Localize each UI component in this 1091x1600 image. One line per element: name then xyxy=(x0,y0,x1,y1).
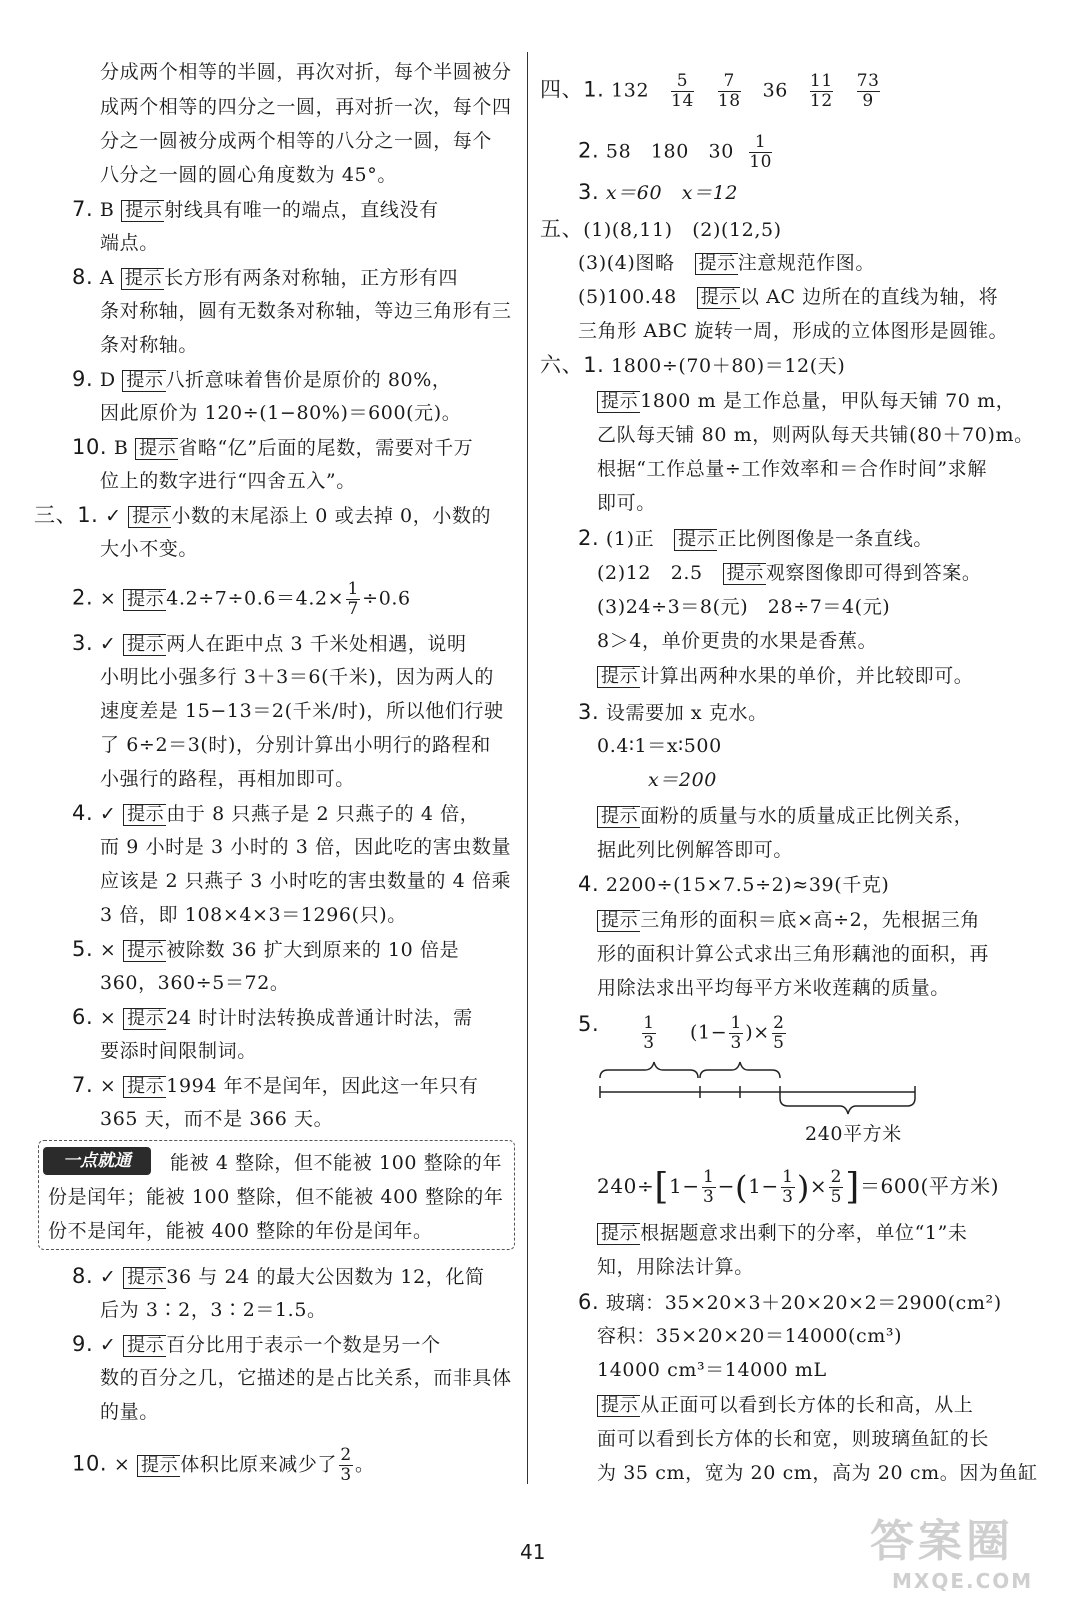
tip-text: 从正面可以看到长方体的长和高，从上 xyxy=(640,1394,974,1416)
text-line: 即可。 xyxy=(597,492,656,514)
fraction xyxy=(346,580,360,619)
section-3-answer-5 xyxy=(72,937,459,962)
numerator: 11 xyxy=(809,71,833,91)
question-number: 5. xyxy=(72,937,94,961)
tip-line xyxy=(597,389,1015,413)
tip-label: 提示 xyxy=(597,806,640,828)
label-text: )× xyxy=(745,1021,770,1044)
choice: D xyxy=(99,369,116,391)
page-number: 41 xyxy=(520,1540,546,1564)
fraction xyxy=(671,72,694,111)
fraction xyxy=(729,1014,743,1053)
fraction xyxy=(339,1446,353,1485)
tip-label: 提示 xyxy=(597,666,640,688)
tip-text: 观察图像即可得到答案。 xyxy=(765,562,982,584)
choice: B xyxy=(113,437,129,459)
text-line: 了 6÷2＝3(时)，分别计算出小明行的路程和 xyxy=(100,734,491,756)
section-3-answer-3 xyxy=(72,631,467,656)
denominator: 3 xyxy=(730,1033,742,1053)
text-line: 位上的数字进行“四舍五入”。 xyxy=(100,470,356,492)
text-line: 知，用除法计算。 xyxy=(597,1256,754,1278)
question-number: 3. xyxy=(72,631,94,655)
fraction xyxy=(642,1014,656,1053)
question-number: 2. xyxy=(72,585,94,610)
text-line: 成两个相等的四分之一圆，再对折一次，每个四 xyxy=(100,96,512,118)
text-line: 据此列比例解答即可。 xyxy=(597,839,794,861)
section-heading: 六、1. xyxy=(540,353,605,377)
text-line: 条对称轴。 xyxy=(100,334,199,356)
text-line: 分之一圆被分成两个相等的八分之一圆，每个 xyxy=(100,130,493,152)
tip-box-line: 份不是闰年，能被 400 整除的年份是闰年。 xyxy=(48,1220,433,1242)
line-segment-diagram xyxy=(590,1058,930,1118)
section-3-answer-7 xyxy=(72,1073,478,1098)
fraction xyxy=(772,1014,786,1053)
equation-text: − xyxy=(717,1174,736,1198)
tip-line xyxy=(597,1393,973,1417)
tip-text: 体积比原来减少了 xyxy=(180,1453,338,1476)
text-line: 360，360÷5＝72。 xyxy=(100,972,290,994)
section-5-line-2 xyxy=(578,251,875,275)
tip-text: 被除数 36 扩大到原来的 10 倍是 xyxy=(166,939,460,961)
section-3-answer-1 xyxy=(34,503,491,528)
check-mark: ✓ xyxy=(99,633,117,655)
answer-9 xyxy=(72,367,451,392)
section-3-answer-6 xyxy=(72,1005,473,1030)
column-divider xyxy=(527,52,528,1484)
text-line: 小强行的路程，再相加即可。 xyxy=(100,768,355,790)
tip-label: 提示 xyxy=(597,1395,640,1417)
text-line: 容积：35×20×20＝14000(cm³) xyxy=(597,1325,903,1347)
text-line: 用除法求出平均每平方米收莲藕的质量。 xyxy=(597,977,950,999)
answer-text: 设需要加 x 克水。 xyxy=(605,702,768,724)
answer-text: (2)12 2.5 xyxy=(597,562,703,584)
fraction xyxy=(781,1168,795,1207)
section-heading: 四、1. xyxy=(540,77,605,102)
watermark xyxy=(870,1505,1033,1593)
tip-label: 提示 xyxy=(137,1455,180,1477)
question-number: 7. xyxy=(72,197,94,221)
value: 36 xyxy=(762,79,788,102)
text-line: 端点。 xyxy=(100,232,159,254)
section-6-answer-4 xyxy=(578,872,889,897)
equation: 1800÷(70＋80)＝12(天) xyxy=(611,355,846,377)
text-line: 数的百分之几，它描述的是占比关系，而非具体 xyxy=(100,1367,512,1389)
question-number: 2. xyxy=(578,526,600,550)
section-3-answer-10 xyxy=(72,1446,375,1485)
text-line: 分成两个相等的半圆，再次对折，每个半圆被分 xyxy=(100,61,512,83)
tip-text: 小数的末尾添上 0 或去掉 0，小数的 xyxy=(171,505,492,527)
section-3-answer-9 xyxy=(72,1332,441,1357)
tip-label: 提示 xyxy=(121,268,164,290)
denominator: 3 xyxy=(702,1187,715,1207)
section-5-line-3 xyxy=(578,285,998,309)
answer-8 xyxy=(72,265,458,290)
fraction xyxy=(749,133,772,172)
tip-label: 提示 xyxy=(123,634,166,656)
tip-line xyxy=(597,664,973,688)
text-line: 三角形 ABC 旋转一周，形成的立体图形是圆锥。 xyxy=(578,320,1009,342)
section-6-answer-2 xyxy=(578,526,933,551)
denominator: 3 xyxy=(340,1465,352,1485)
section-heading: 五、 xyxy=(540,217,584,241)
numerator: 2 xyxy=(340,1445,352,1465)
tip-text: 计算出两种水果的单价，并比较即可。 xyxy=(640,665,974,687)
tip-label: 提示 xyxy=(123,1008,166,1030)
brace-remainder-part xyxy=(700,1062,780,1078)
diagram-label-2 xyxy=(690,1014,788,1053)
section-5-line-1 xyxy=(540,217,782,242)
section-3-answer-4 xyxy=(72,801,479,826)
tip-label: 提示 xyxy=(695,253,738,275)
tip-label: 提示 xyxy=(128,506,171,528)
answer-10 xyxy=(72,435,473,460)
tip-text: 。 xyxy=(355,1453,375,1476)
answer-text: 玻璃：35×20×3＋20×20×2＝2900(cm²) xyxy=(605,1292,1002,1314)
tip-label: 提示 xyxy=(123,1335,166,1357)
denominator: 12 xyxy=(809,91,833,111)
equation: x＝60 x＝12 xyxy=(605,182,739,204)
tip-text: 1800 m 是工作总量，甲队每天铺 70 m， xyxy=(640,390,1016,412)
answer-text: (5)100.48 xyxy=(578,286,677,308)
cross-mark: × xyxy=(99,1075,117,1097)
denominator: 9 xyxy=(862,91,874,111)
brace-one-third xyxy=(600,1062,698,1078)
denominator: 3 xyxy=(782,1187,794,1207)
equation-text: 1− xyxy=(669,1174,700,1198)
text-line: 条对称轴，圆有无数条对称轴，等边三角形有三 xyxy=(100,300,512,322)
text-line: 因此原价为 120÷(1−80%)＝600(元)。 xyxy=(100,402,462,424)
question-number: 3. xyxy=(578,180,600,204)
tip-text: 射线具有唯一的端点，直线没有 xyxy=(164,199,439,221)
text-line: 365 天，而不是 366 天。 xyxy=(100,1108,334,1130)
denominator: 5 xyxy=(773,1033,785,1053)
numerator: 7 xyxy=(723,71,735,91)
text-line: 14000 cm³＝14000 mL xyxy=(597,1359,827,1381)
tip-label: 提示 xyxy=(123,940,166,962)
tip-text: 三角形的面积＝底×高÷2，先根据三角 xyxy=(640,909,980,931)
denominator: 7 xyxy=(347,599,359,619)
text-line: 要添时间限制词。 xyxy=(100,1040,257,1062)
text-line: 为 35 cm，宽为 20 cm，高为 20 cm。因为鱼缸 xyxy=(597,1462,1038,1484)
numerator: 2 xyxy=(773,1013,785,1033)
tip-label: 提示 xyxy=(597,1223,640,1245)
text-line: 小明比小强多行 3＋3＝6(千米)，因为两人的 xyxy=(100,666,494,688)
tip-text: 两人在距中点 3 千米处相遇，说明 xyxy=(166,633,467,655)
watermark-url: MXQE.COM xyxy=(892,1569,1034,1593)
question-number: 5. xyxy=(578,1012,600,1036)
check-mark: ✓ xyxy=(99,803,117,825)
tip-line xyxy=(597,804,973,828)
text-line: (3)24÷3＝8(元) 28÷7＝4(元) xyxy=(597,596,891,618)
text-line: 3 倍，即 108×4×3＝1296(只)。 xyxy=(100,904,407,926)
numerator: 73 xyxy=(856,71,880,91)
question-number: 8. xyxy=(72,1264,94,1288)
equation-line: 0.4∶1＝x∶500 xyxy=(597,735,722,757)
diagram-label-240: 240平方米 xyxy=(805,1123,902,1145)
tip-box-line: 份是闰年；能被 100 整除，但不能被 400 整除的年 xyxy=(48,1186,504,1208)
text-line: 的量。 xyxy=(100,1401,159,1423)
tip-box-line: 能被 4 整除，但不能被 100 整除的年 xyxy=(170,1152,503,1174)
equation: 2200÷(15×7.5÷2)≈39(千克) xyxy=(605,874,890,896)
tip-label: 提示 xyxy=(697,287,740,309)
fraction xyxy=(829,1168,843,1207)
tip-text: 由于 8 只燕子是 2 只燕子的 4 倍， xyxy=(166,803,480,825)
tip-text: 面粉的质量与水的质量成正比例关系， xyxy=(640,805,974,827)
tip-label: 提示 xyxy=(121,200,164,222)
text-line xyxy=(597,561,981,585)
tip-text: ÷0.6 xyxy=(362,587,411,610)
question-number: 10. xyxy=(72,1451,108,1476)
tip-text: 以 AC 边所在的直线为轴，将 xyxy=(739,286,999,308)
question-number: 6. xyxy=(578,1290,600,1314)
question-number: 6. xyxy=(72,1005,94,1029)
numerator: 1 xyxy=(730,1013,742,1033)
tip-text: 1994 年不是闰年，因此这一年只有 xyxy=(166,1075,479,1097)
tip-text: 36 与 24 的最大公因数为 12，化简 xyxy=(166,1266,485,1288)
text-line: 根据“工作总量÷工作效率和＝合作时间”求解 xyxy=(597,458,987,480)
answer-text: (3)(4)图略 xyxy=(578,252,675,274)
tip-label: 提示 xyxy=(123,1076,166,1098)
section-3-answer-8 xyxy=(72,1264,485,1289)
numerator: 1 xyxy=(643,1013,655,1033)
tip-box-badge: 一点就通 xyxy=(43,1147,151,1175)
value: 132 xyxy=(611,79,650,102)
tip-text: 八折意味着售价是原价的 80%， xyxy=(165,369,452,391)
tip-line xyxy=(597,1221,968,1245)
tip-text: 省略“亿”后面的尾数，需要对千万 xyxy=(178,437,474,459)
tip-label: 提示 xyxy=(122,370,165,392)
tip-label: 提示 xyxy=(597,391,640,413)
tip-label: 提示 xyxy=(123,804,166,826)
fraction xyxy=(810,72,833,111)
denominator: 10 xyxy=(749,152,773,172)
equation-line: 240÷[1− $\frac{1}{3}$ −(1− $\frac{1}{3}$ )× $\frac{2}{5}$ ]＝600(平方米) xyxy=(597,1166,1000,1208)
equation-line: x＝200 xyxy=(648,769,717,791)
tip-text: 根据题意求出剩下的分率，单位“1”未 xyxy=(640,1222,968,1244)
equation-text: × xyxy=(809,1174,828,1198)
question-number: 10. xyxy=(72,435,108,459)
numerator: 5 xyxy=(676,71,689,91)
answer-text: (1)(8,11) (2)(12,5) xyxy=(583,219,782,241)
denominator: 3 xyxy=(643,1033,655,1053)
choice: A xyxy=(99,267,115,289)
values: 58 180 30 xyxy=(605,140,734,163)
tip-label: 提示 xyxy=(674,529,717,551)
cross-mark: × xyxy=(99,587,117,610)
diagram-label-1 xyxy=(640,1014,658,1053)
equation-text: 240÷ xyxy=(597,1174,655,1198)
choice: B xyxy=(99,199,115,221)
watermark-logo: 答案圈 xyxy=(870,1516,1014,1567)
question-number: 2. xyxy=(578,138,600,163)
denominator: 5 xyxy=(830,1187,842,1207)
tip-label: 提示 xyxy=(597,910,640,932)
text-line: 八分之一圆的圆心角度数为 45°。 xyxy=(100,164,397,186)
tip-text: 4.2÷7÷0.6＝4.2× xyxy=(166,587,345,610)
text-line: 速度差是 15−13＝2(千米/时)，所以他们行驶 xyxy=(100,700,504,722)
question-number: 8. xyxy=(72,265,94,289)
section-4-answer-2 xyxy=(578,133,774,172)
question-number: 9. xyxy=(72,1332,94,1356)
text-line: 形的面积计算公式求出三角形藕池的面积，再 xyxy=(597,943,990,965)
tip-label: 提示 xyxy=(123,1267,166,1289)
section-6-answer-1 xyxy=(540,353,845,378)
cross-mark: × xyxy=(99,939,117,961)
numerator: 2 xyxy=(830,1167,842,1187)
section-heading: 三、1. xyxy=(34,503,99,527)
numerator: 1 xyxy=(782,1167,794,1187)
fraction xyxy=(718,72,741,111)
text-line: 乙队每天铺 80 m，则两队每天共铺(80＋70)m。 xyxy=(597,424,1034,446)
section-6-answer-3 xyxy=(578,700,768,725)
tip-text: 24 时计时法转换成普通计时法，需 xyxy=(166,1007,473,1029)
denominator: 14 xyxy=(671,91,694,111)
cross-mark: × xyxy=(99,1007,117,1029)
question-number: 9. xyxy=(72,367,94,391)
section-4-answer-1 xyxy=(540,72,882,111)
numerator: 1 xyxy=(702,1167,715,1187)
question-number: 4. xyxy=(72,801,94,825)
tip-text: 长方形有两条对称轴，正方形有四 xyxy=(164,267,459,289)
tip-text: 百分比用于表示一个数是另一个 xyxy=(166,1334,441,1356)
tip-label: 提示 xyxy=(135,438,178,460)
equation-text: 1− xyxy=(748,1174,779,1198)
numerator: 1 xyxy=(754,132,767,152)
section-6-answer-6 xyxy=(578,1290,1002,1315)
fraction xyxy=(857,72,880,111)
tip-label: 提示 xyxy=(723,563,766,585)
tip-text: 正比例图像是一条直线。 xyxy=(717,528,933,550)
denominator: 18 xyxy=(717,91,741,111)
equation-text: ＝600(平方米) xyxy=(859,1174,1000,1198)
text-line: 大小不变。 xyxy=(100,538,199,560)
answer-7 xyxy=(72,197,439,222)
numerator: 1 xyxy=(347,579,359,599)
text-line: 8＞4，单价更贵的水果是香蕉。 xyxy=(597,630,878,652)
check-mark: ✓ xyxy=(99,1334,117,1356)
fraction xyxy=(702,1168,716,1207)
section-3-answer-2 xyxy=(72,580,411,619)
question-number: 4. xyxy=(578,872,600,896)
text-line: 而 9 小时是 3 小时的 3 倍，因此吃的害虫数量 xyxy=(100,836,512,858)
tip-text: 注意规范作图。 xyxy=(737,252,875,274)
label-text: (1− xyxy=(690,1021,728,1044)
text-line: 面可以看到长方体的长和宽，则玻璃鱼缸的长 xyxy=(597,1428,990,1450)
check-mark: ✓ xyxy=(105,505,122,527)
answer-text: (1)正 xyxy=(605,528,655,550)
text-line: 后为 3∶2，3∶2＝1.5。 xyxy=(100,1299,327,1321)
text-line: 应该是 2 只燕子 3 小时吃的害虫数量的 4 倍乘 xyxy=(100,870,512,892)
brace-240 xyxy=(780,1098,915,1114)
cross-mark: × xyxy=(113,1453,131,1476)
check-mark: ✓ xyxy=(99,1266,117,1288)
section-4-answer-3 xyxy=(578,180,738,205)
tip-line xyxy=(597,908,980,932)
question-number: 7. xyxy=(72,1073,94,1097)
tip-label: 提示 xyxy=(123,589,166,611)
question-number: 3. xyxy=(578,700,600,724)
